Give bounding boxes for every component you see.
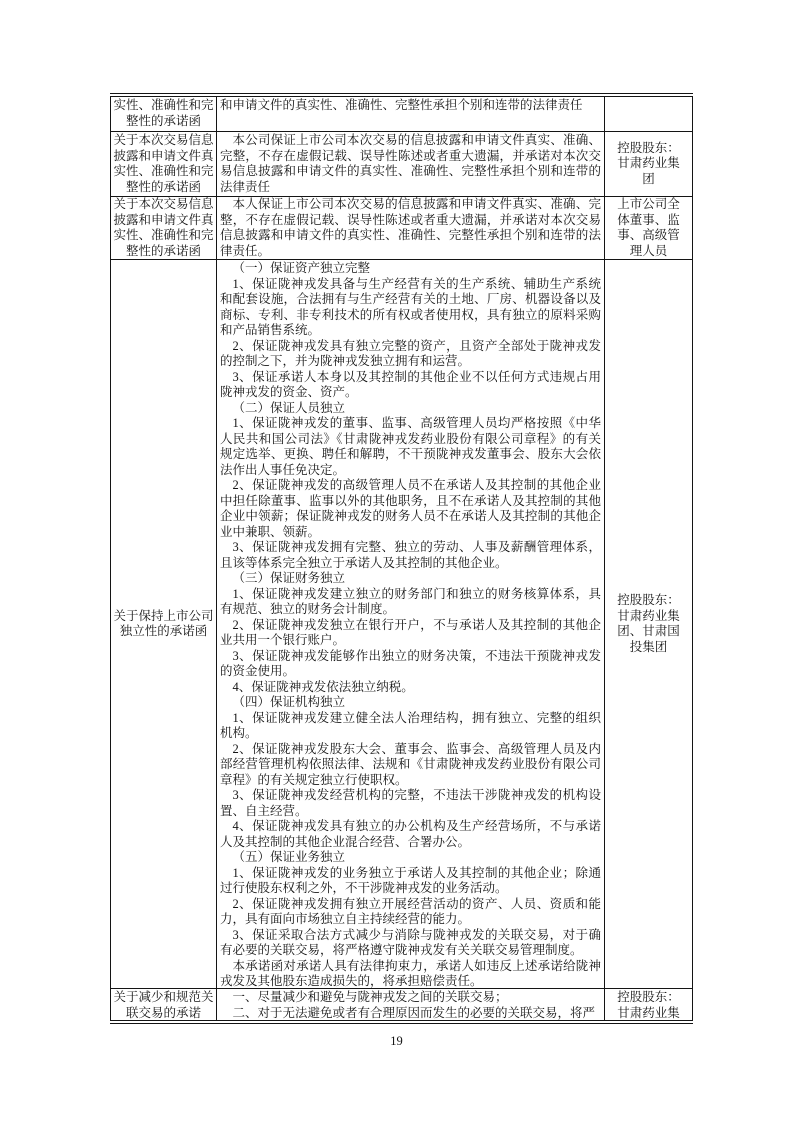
- paragraph: 本承诺函对承诺人具有法律拘束力，承诺人如违反上述承诺给陇神戎发及其他股东造成损失的，将承担赔偿责任。: [220, 958, 601, 988]
- paragraph: 和申请文件的真实性、准确性、完整性承担个别和连带的法律责任: [220, 98, 583, 112]
- commitment-party-cell: [605, 197, 693, 260]
- commitment-content-cell: [217, 989, 605, 1023]
- table-row: [111, 197, 693, 260]
- paragraph: 2、保证陇神戎发的高级管理人员不在承诺人及其控制的其他企业中担任除董事、监事以外的其他职务，且不在承诺人及其控制的其他企业中领薪；保证陇神戎发的财务人员不在承诺人及其控制的其他企业中兼职、领薪。: [220, 478, 601, 539]
- commitment-name: 关于保持上市公司独立性的承诺函: [113, 608, 214, 638]
- paragraph: 二、对于无法避免或者有合理原因而发生的必要的关联交易，将严: [232, 1005, 596, 1020]
- paragraph: 3、保证承诺人本身以及其控制的其他企业不以任何方式违规占用陇神戎发的资金、资产。: [220, 369, 601, 399]
- commitment-name: 关于本次交易信息披露和申请文件真实性、准确性和完整性的承诺函: [113, 133, 214, 194]
- paragraph: 3、保证陇神戎发经营机构的完整，不违法干涉陇神戎发的机构设置、自主经营。: [220, 788, 601, 818]
- paragraph: （二）保证人员独立: [232, 400, 346, 415]
- commitment-name-cell: [111, 95, 217, 132]
- table-row: [111, 260, 693, 989]
- table-row: [111, 989, 693, 1023]
- commitment-name: 实性、准确性和完整性的承诺函: [113, 98, 214, 128]
- paragraph: 4、保证陇神戎发具有独立的办公机构及生产经营场所，不与承诺人及其控制的其他企业混合经营、合署办公。: [220, 819, 601, 849]
- paragraph: 1、保证陇神戎发的董事、监事、高级管理人员均严格按照《中华人民共和国公司法》《甘肃陇神戎发药业股份有限公司章程》的有关规定选举、更换、聘任和解聘，不干预陇神戎发董事会、股东大会依法作出人事任免决定。: [220, 416, 601, 477]
- paragraph: 2、保证陇神戎发独立在银行开户，不与承诺人及其控制的其他企业共用一个银行账户。: [220, 617, 601, 647]
- paragraph: 1、保证陇神戎发的业务独立于承诺人及其控制的其他企业；除通过行使股东权利之外，不干涉陇神戎发的业务活动。: [220, 865, 601, 895]
- paragraph: 2、保证陇神戎发拥有独立开展经营活动的资产、人员、资质和能力，具有面向市场独立自主持续经营的能力。: [220, 896, 601, 926]
- commitment-content: [217, 260, 604, 988]
- paragraph: 本人保证上市公司本次交易的信息披露和申请文件真实、准确、完整，不存在虚假记载、误导性陈述或者重大遗漏，并承诺对本次交易信息披露和申请文件的真实性、准确性、完整性承担个别和连带的法律责任。: [220, 197, 601, 258]
- paragraph: （三）保证财务独立: [232, 571, 346, 585]
- commitment-name: 关于减少和规范关联交易的承诺: [113, 990, 214, 1020]
- commitment-party: 控股股东：甘肃药业集: [617, 990, 680, 1020]
- commitment-party-cell: [605, 989, 693, 1023]
- commitment-table: [110, 93, 692, 1024]
- commitment-content-cell: [217, 260, 605, 989]
- paragraph: 3、保证采取合法方式减少与消除与陇神戎发的关联交易，对于确有必要的关联交易，将严格遵守陇神戎发有关关联交易管理制度。: [220, 927, 601, 957]
- commitment-content: [217, 989, 604, 1020]
- paragraph: 1、保证陇神戎发具备与生产经营有关的生产系统、辅助生产系统和配套设施，合法拥有与生产经营有关的土地、厂房、机器设备以及商标、专利、非专利技术的所有权或者使用权，具有独立的原料采购和产品销售系统。: [220, 276, 601, 337]
- paragraph: 2、保证陇神戎发具有独立完整的资产，且资产全部处于陇神戎发的控制之下，并为陇神戎发独立拥有和运营。: [220, 338, 601, 368]
- paragraph: （一）保证资产独立完整: [232, 261, 371, 275]
- page-number: 19: [390, 1034, 403, 1048]
- commitment-party: 控股股东：甘肃药业集团、甘肃国投集团: [617, 593, 680, 654]
- commitment-name-cell: [111, 132, 217, 197]
- paragraph: （五）保证业务独立: [232, 850, 346, 864]
- commitment-party-cell: [605, 95, 693, 132]
- paragraph: 2、保证陇神戎发股东大会、董事会、监事会、高级管理人员及内部经营管理机构依照法律、法规和《甘肃陇神戎发药业股份有限公司章程》的有关规定独立行使职权。: [220, 741, 601, 787]
- commitment-content-cell: [217, 95, 605, 132]
- commitment-party-cell: [605, 132, 693, 197]
- paragraph: 3、保证陇神戎发拥有完整、独立的劳动、人事及薪酬管理体系，且该等体系完全独立于承诺人及其控制的其他企业。: [220, 540, 601, 570]
- commitment-content: [217, 197, 604, 259]
- commitment-content-cell: [217, 132, 605, 197]
- commitment-name-cell: [111, 989, 217, 1023]
- commitment-name-cell: [111, 197, 217, 260]
- paragraph: 1、保证陇神戎发建立健全法人治理结构，拥有独立、完整的组织机构。: [220, 710, 601, 740]
- paragraph: 本公司保证上市公司本次交易的信息披露和申请文件真实、准确、完整，不存在虚假记载、误导性陈述或者重大遗漏，并承诺对本次交易信息披露和申请文件的真实性、准确性、完整性承担个别和连带的法律责任: [220, 133, 601, 194]
- commitment-content: [217, 97, 604, 131]
- paragraph: （四）保证机构独立: [232, 695, 346, 709]
- commitment-party: 上市公司全体董事、监事、高级管理人员: [617, 197, 680, 258]
- table-row: [111, 132, 693, 197]
- commitment-content: [217, 132, 604, 196]
- commitment-content-cell: [217, 197, 605, 260]
- commitment-party: 控股股东：甘肃药业集团: [617, 140, 680, 186]
- paragraph: 一、尽量减少和避免与陇神戎发之间的关联交易；: [232, 990, 508, 1004]
- paragraph: 1、保证陇神戎发建立独立的财务部门和独立的财务核算体系，具有规范、独立的财务会计制度。: [220, 586, 601, 616]
- commitment-party-cell: [605, 260, 693, 989]
- commitment-name: 关于本次交易信息披露和申请文件真实性、准确性和完整性的承诺函: [113, 197, 214, 258]
- commitment-name-cell: [111, 260, 217, 989]
- table-row: [111, 95, 693, 132]
- paragraph: 3、保证陇神戎发能够作出独立的财务决策，不违法干预陇神戎发的资金使用。: [220, 648, 601, 678]
- paragraph: 4、保证陇神戎发依法独立纳税。: [232, 679, 414, 694]
- commitment-party: [605, 97, 692, 131]
